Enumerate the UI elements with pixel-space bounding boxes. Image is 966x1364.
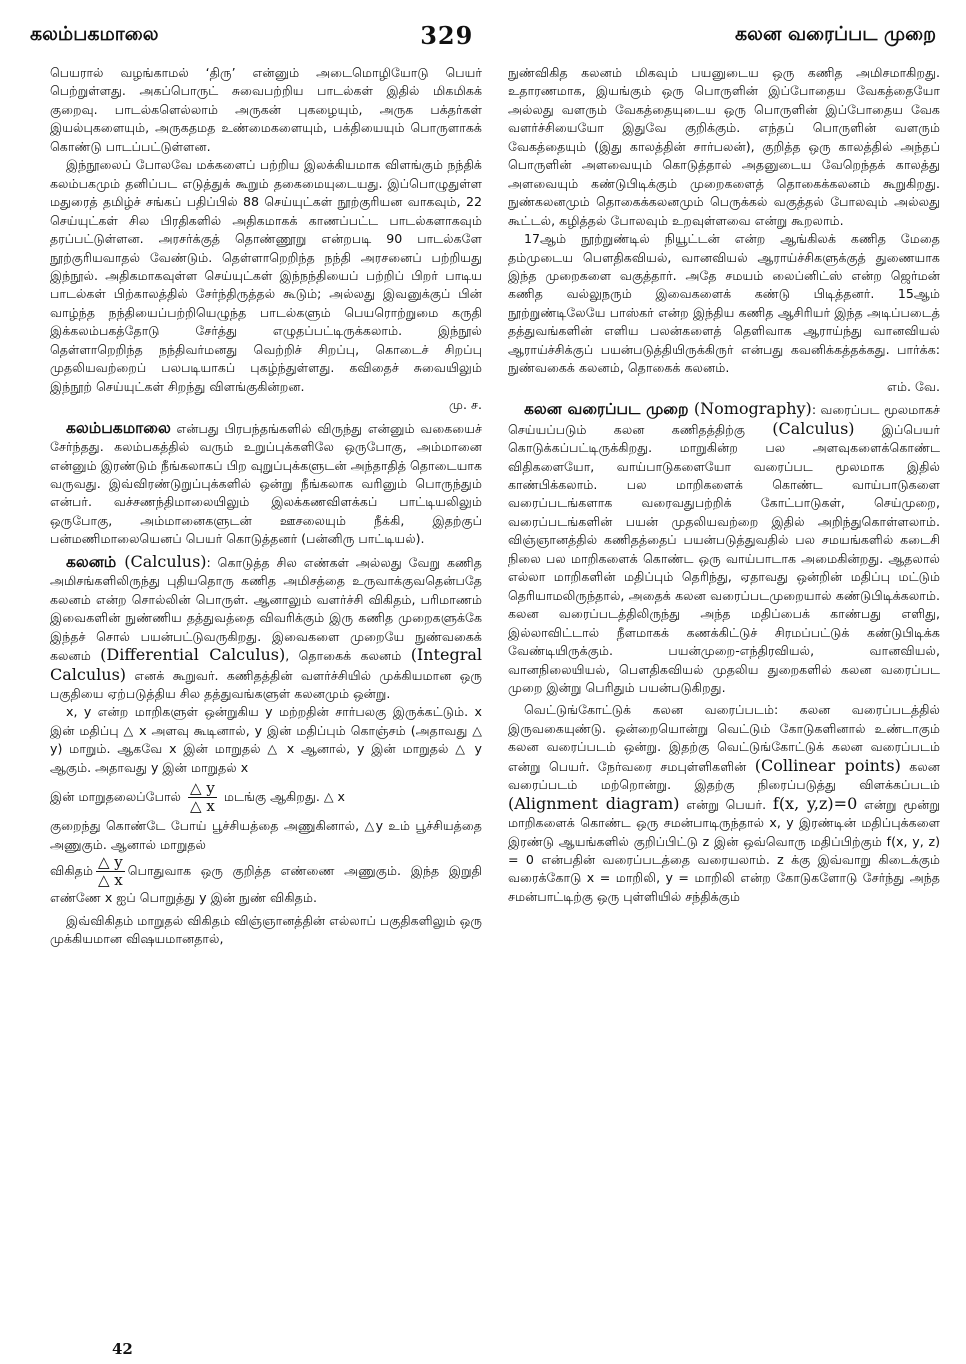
paragraph-nandi-kalambakam: இந்நூலைப் போலவே மக்களைப் பற்றிய இலக்கியமாக விளங்கும் நந்திக் கலம்பகமும் தனிப்பட எடுத்துக் கூறும் தகைமையுடையது. இப்பொழுதுள்ள மதுரைத் தமிழ்ச் சங்கப் பதிப்பில் 88 செய்யுட்கள் நூற்குரியன வாகவும், 22 செய்யுட்கள் சில பிரதிகளில் அதிகமாகக் காணப்பட்ட பாடல்களாகவும் தரப்பட்டுள்ளன. அரசர்க்குத் தொண்ணூறு என்றபடி 90 பாடல்களே நூற்குரியவாதல் வேண்டும். தெள்ளாறெறிந்த நந்தி அரசனைப் பற்றியது இந்நூல். அதிகமாகவுள்ள செய்யுட்கள் இந்நந்தியைப் பற்றிப் பிறர் பாடிய பாடல்கள் பிற்காலத்தில் சேர்ந்திருத்தல் கூடும்; அல்லது இவனுக்குப் பின் வாழ்ந்த நந்தியைப்பற்றியெழுந்த பாடல்களும் பெயரொற்றுமை கருதி இக்கலம்பகத்தோடு சேர்த்து எழுதப்பட்டிருக்கலாம். இந்நூல் தெள்ளாறெறிந்த நந்திவர்மனது வெற்றிச் சிறப்பு, கொடைச் சிறப்பு முதலியவற்றைப் பலபடியாகப் புகழ்ந்துள்ளது. கவிதைச் சுவையிலும் இந்நூற் செய்யுட்கள் சிறந்து விளங்குகின்றன. (50, 157, 482, 394)
paragraph-text: என்று பெயர். (679, 796, 773, 812)
fraction-delta-y-over-delta-x (188, 780, 217, 815)
latin-term: (Alignment diagram) (508, 793, 680, 813)
fraction-numerator: △ y (190, 779, 215, 798)
page-number: 329 (420, 20, 474, 50)
paragraph-rate-of-change: இவ்விகிதம் மாறுதல் விகிதம் விஞ்ஞானத்தின் எல்லாப் பகுதிகளிலும் ஒரு முக்கியமான விஷயமானதால், (50, 912, 482, 947)
fraction-denominator: △ x (97, 871, 123, 890)
paragraph-limit: குறைந்து கொண்டே போய் பூச்சியத்தை அணுகினால், △y உம் பூச்சியத்தை அணுகும். ஆனால் மாறுதல் (50, 818, 482, 852)
right-column (508, 64, 940, 906)
left-running-head: கலம்பகமாலை (30, 22, 159, 45)
formula-text: மடங்கு ஆகிறது. △ x (223, 789, 346, 805)
entry-body: என்பது பிரபந்தங்களில் விருந்து என்னும் வகையைச் சேர்ந்தது. கலம்பகத்தில் வரும் உறுப்புக்களிலே ஒருபோகு, அம்மானை என்னும் இரண்டும் நீங்கலாகப் பிற வுறுப்புக்களுடன் அந்தாதித் தொடையாக வருவது. இவ்விரண்டுறுப்புக்களில் ஒன்று நீங்கலாக வரினும் பொருந்தும் என்பர். வச்சணந்திமாலையிலும் இலக்கணவிளக்கப் பாட்டியலிலும் ஒருபோகு, அம்மானைகளுடன் ஊசலையும் நீக்கி, இதற்குப் பன்மணிமாலையெனப் பெயர் கொடுத்தனர் (பன்னிரு பாட்டியல்). (50, 420, 482, 547)
entry-body: இப்பெயர் கொடுக்கப்பட்டிருக்கிறது. மாறுகின்ற பல அளவுகளைக்கொண்ட விதிகளையோ, வாய்பாடுகளையோ வரைப்பட மூலமாக இதில் காண்பிக்கலாம். பல மாறிகளைக் கொண்ட வாய்பாடுகளை வரைப்படங்களாக வரைவதுபற்றிக் கோட்பாடுகள், செய்முறை, வரைப்படங்களின் பயன் முதலியவற்றை இதில் அறிந்துகொள்ளலாம். விஞ்ஞானத்தில் கணிதத்தைப் பயன்படுத்துவதில் பல சமயங்களில் கடைசி நிலை பல மாறிகளைக் கொண்ட ஒரு வாய்பாடாக அமைகின்றது. ஆதலால் எல்லா மாறிகளின் மதிப்பும் தெரிந்து, ஏதாவது ஒன்றின் மதிப்பு மட்டும் தெரியாமலிருந்தால், அதைக் கலன வரைப்படமுறையால் கண்டுபிடிக்கலாம். கலன வரைப்படத்திலிருந்து அந்த மதிப்பைக் காண்பது எளிது, இல்லாவிட்டால் நீளமாகக் கணக்கிட்டுச் சிரமப்பட்டுக் கண்டுபிடிக்க வேண்டியிருக்கும். பயன்முறை-எந்திரவியல், வானவியல், வானநிலையியல், பௌதிகவியல் முதலிய துறைகளில் கலன வரைப்பட முறை இன்று பெரிதும் பயன்படுகிறது. (508, 421, 940, 695)
paragraph-tiru-kalambakam: பெயரால் வழங்காமல் ‘திரு’ என்னும் அடைமொழியோடு பெயர் பெற்றுள்ளது. அகப்பொருட் சுவைபற்றிய பாடல்கள் இதில் மிகமிகக் குறைவு. பாடல்களெல்லாம் அருகன் புகழையும், அருக பக்தர்கள் இயல்புகளையும், அருகதமத உண்மைகளையும், பக்தியையும் பொருளாகக் கொண்டு பாடப்பட்டுள்ளன. (50, 65, 482, 154)
entry-heading: கலன வரைப்பட முறை (524, 400, 689, 419)
author-signature: மு. ச. (449, 397, 482, 413)
latin-term: (Collinear points) (754, 755, 901, 775)
formula-ratio-line (50, 777, 482, 817)
fraction-denominator: △ x (190, 797, 215, 816)
entry-heading: கலம்பகமாலை (66, 418, 171, 437)
paragraph-history: 17ஆம் நூற்றுண்டில் நியூட்டன் என்ற ஆங்கிலக் கணித மேதை தம்முடைய பௌதிகவியல், வானவியல் ஆராய்ச்சிகளுக்குத் துணையாக இந்த முறைகளை வகுத்தார். அதே சமயம் லைப்னிட்ஸ் என்ற ஜெர்மன் கணித வல்லுநரும் இவைகளைக் கண்டு பிடித்தனர். 15ஆம் நூற்றுண்டிலேயே பாஸ்கர் என்ற இந்திய கணித ஆசிரியர் இந்த அடிப்படைத் தத்துவங்களின் எளிய பலன்களைத் தெளிவாக ஆராய்ந்து வானவியல் ஆராய்ச்சிக்குப் பயன்படுத்தியிருக்கிருர் என்பது கவனிக்கத்தக்கது. பார்க்க: நுண்வகைக் கலனம், தொகைக் கலனம். (508, 231, 940, 376)
paragraph-text: கலன வரைப்படம் மற்றொன்று. இதற்கு நிரைப்படுத்து விளக்கப்படம் (508, 758, 940, 793)
equation: f(x, y,z)=0 (772, 793, 858, 813)
entry-kalambakamalai (50, 419, 482, 549)
right-running-head: கலன வரைப்பட முறை (735, 22, 936, 45)
formula-limit-line (50, 854, 482, 907)
latin-term: (Integral Calculus) (50, 645, 482, 684)
fraction-numerator: △ y (97, 853, 123, 872)
latin-term: (Nomography) (688, 399, 812, 419)
paragraph-variables: x, y என்ற மாறிகளுள் ஒன்றுகிய y மற்றதின் சார்பலகு இருக்கட்டும். x இன் மதிப்பு △ x அளவு கூடினால், y இன் மதிப்பும் கொஞ்சம் (அதாவது △ y) மாறும். ஆகவே x இன் மாறுதல் △ x ஆனால், y இன் மாறுதல் △ y ஆகும். அதாவது y இன் மாறுதல் x (50, 704, 482, 775)
entry-nomography (508, 400, 940, 697)
page-header (30, 18, 936, 52)
formula-text: பொதுவாக ஒரு குறித்த எண்ணை அணுகும். இந்த இறுதி எண்ணே x ஐப் பொறுத்து y இன் நுண் விகிதம். (50, 863, 482, 906)
fraction-delta-y-over-delta-x (96, 854, 125, 889)
author-signature: எம். வே. (887, 378, 940, 394)
entry-body: , தொகைக் கலனம் (285, 648, 411, 664)
footer-number: 42 (112, 1340, 133, 1358)
entry-body: : கொடுத்த சில எண்கள் அல்லது வேறு கணித அமிசங்களிலிருந்து புதியதொரு கணித அமிசத்தை உருவாக்குவதென்பதே கலனம் என்ற சொல்லின் பொருள். ஆனாலும் வளர்ச்சி விகிதம், பரிமாணம் இவைகளின் நுண்ணிய தத்துவத்தை விவரிக்கும் இரு கணித முறைகளுக்கே இந்தச் சொல் பயன்பட்டுவருகிறது. இவைகளை முறையே நுண்வகைக் கலனம் (50, 554, 482, 664)
formula-text: விகிதம் (50, 863, 93, 879)
paragraph-differential-use: நுண்விகித கலனம் மிகவும் பயனுடைய ஒரு கணித அமிசமாகிறது. உதாரணமாக, இயங்கும் ஒரு பொருளின் இப்போதைய வேகத்தையோ அல்லது வளரும் வேகத்தையுடைய ஒரு பொருளின் இப்போதைய வேக வளர்ச்சியையோ இதுவே குறிக்கும். எந்தப் பொருளின் வளரும் வேகத்தையும் (இது காலத்தின் சார்பலன்), குறித்த ஒரு காலத்தில் அந்தப் பொருளின் அளவையும் கொடுத்தால் அதனுடைய வேறெந்தக் காலத்து அளவையும் கண்டுபிடிக்கும் முறைகளைத் தொகைக்கலனம் கூறுகிறது. நுண்கலனமும் தொகைக்கலனமும் பெருக்கல் வகுத்தல் போலவும் அல்லது கூட்டல், கழித்தல் போலவும் உறவுள்ளவை என்று கூறலாம். (508, 65, 940, 228)
latin-term: (Calculus) (116, 551, 207, 571)
paragraph-text: என்று மூன்று மாறிகளைக் கொண்ட ஒரு சமன்பாடிருந்தால் x, y இரண்டின் மதிப்புக்களை இரண்டு ஆயங்களில் குறிப்பிட்டு z இன் ஒவ்வொரு மதிப்பிற்கும் f(x, y, z) = 0 என்பதின் வரைப்படத்தை வரையலாம். z க்கு இவ்வாறு கிடைக்கும் வரைக்கோடு x = மாறிலி, y = மாறிலி என்ற கோடுகளோடு சேர்ந்து அந்த சமன்பாட்டிற்கு ஒரு புள்ளியில் சந்திக்கும் (508, 796, 940, 904)
paragraph-text: வெட்டுங்கோட்டுக் கலன வரைப்படம்: கலன வரைப்படத்தில் இருவகையுண்டு. ஒன்றையொன்று வெட்டும் கோடுகளினால் உண்டாகும் கலன வரைப்படம் ஒன்று. இதற்கு வெட்டுங்கோட்டுக் கலன வரைப்படம் என்று பெயர். நேர்வரை சமபுள்ளிகளின் (508, 702, 940, 774)
left-column (50, 64, 482, 948)
formula-text: இன் மாறுதலைப்போல் (50, 789, 181, 805)
latin-term: (Calculus) (772, 418, 855, 438)
paragraph-intersection-chart (508, 701, 940, 906)
entry-body: எனக் கூறுவர். கணிதத்தின் வளர்ச்சியில் முக்கியமான ஒரு பகுதியை ஏற்படுத்திய சில தத்துவங்களுள் கலனமும் ஒன்று. (50, 667, 482, 701)
latin-term: (Differential Calculus) (100, 645, 286, 665)
entry-body: : வரைப்பட மூலமாகச் செய்யப்படும் கலன கணிதத்திற்கு (508, 402, 940, 437)
entry-heading: கலனம் (66, 552, 117, 571)
entry-calculus (50, 553, 482, 704)
